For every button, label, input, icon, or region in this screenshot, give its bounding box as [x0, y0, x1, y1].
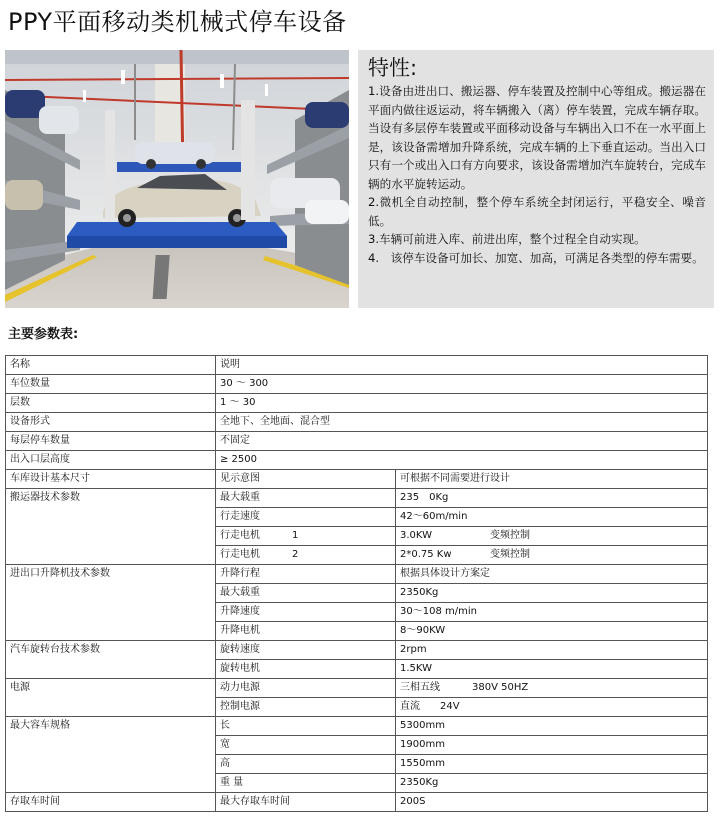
row-item: 行走速度 — [216, 508, 396, 527]
feature-item: 2.微机全自动控制，整个停车系统全封闭运行，平稳安全、噪音低。 — [368, 195, 706, 228]
row-item: 见示意图 — [216, 470, 396, 489]
table-row — [6, 470, 708, 489]
row-value-main: 2*0.75 Kw — [400, 549, 452, 560]
row-value — [396, 546, 708, 565]
feature-item: 4. 该停车设备可加长、加宽、加高，可满足各类型的停车需要。 — [368, 250, 704, 265]
row-item: 旋转速度 — [216, 641, 396, 660]
row-name: 设备形式 — [6, 413, 216, 432]
row-value: 200S — [396, 793, 708, 812]
row-value: 2350Kg — [396, 584, 708, 603]
row-value-note: 380V 50HZ — [472, 682, 529, 693]
row-name: 出入口层高度 — [6, 451, 216, 470]
row-value: 42～60m/min — [396, 508, 708, 527]
row-item: 控制电源 — [216, 698, 396, 717]
row-item — [216, 546, 396, 565]
header-name: 名称 — [6, 356, 216, 375]
row-value: 1.5KW — [396, 660, 708, 679]
row-value-note: 24V — [440, 701, 460, 712]
row-value-note: 变频控制 — [490, 530, 530, 541]
row-name: 车库设计基本尺寸 — [6, 470, 216, 489]
features-heading: 特性: — [368, 56, 418, 80]
row-item: 升降行程 — [216, 565, 396, 584]
row-item: 动力电源 — [216, 679, 396, 698]
table-row — [6, 489, 708, 508]
row-value — [396, 698, 708, 717]
table-row — [6, 413, 708, 432]
group-name: 汽车旋转台技术参数 — [6, 641, 216, 679]
row-name: 车位数量 — [6, 375, 216, 394]
row-item: 高 — [216, 755, 396, 774]
row-item-label: 行走电机 — [220, 549, 260, 560]
group-name: 搬运器技术参数 — [6, 489, 216, 565]
row-value: 30～108 m/min — [396, 603, 708, 622]
row-value: 1900mm — [396, 736, 708, 755]
row-item: 旋转电机 — [216, 660, 396, 679]
table-row — [6, 394, 708, 413]
row-value: 2rpm — [396, 641, 708, 660]
row-item: 最大载重 — [216, 489, 396, 508]
row-item-label: 行走电机 — [220, 530, 260, 541]
row-value — [396, 679, 708, 698]
parking-garage-photo — [5, 50, 349, 308]
table-row — [6, 565, 708, 584]
row-value: 不固定 — [216, 432, 708, 451]
header-desc: 说明 — [216, 356, 708, 375]
row-item: 升降速度 — [216, 603, 396, 622]
row-item: 最大存取车时间 — [216, 793, 396, 812]
row-value-main: 三相五线 — [400, 682, 440, 693]
row-value: 8～90KW — [396, 622, 708, 641]
table-header-row — [6, 356, 708, 375]
row-value: 全地下、全地面、混合型 — [216, 413, 708, 432]
row-item: 重 量 — [216, 774, 396, 793]
row-name: 每层停车数量 — [6, 432, 216, 451]
table-row — [6, 717, 708, 736]
row-value: 5300mm — [396, 717, 708, 736]
group-name: 最大容车规格 — [6, 717, 216, 793]
row-name: 层数 — [6, 394, 216, 413]
row-value: 30 ～ 300 — [216, 375, 708, 394]
row-value — [396, 527, 708, 546]
table-row — [6, 432, 708, 451]
group-name: 进出口升降机技术参数 — [6, 565, 216, 641]
row-item — [216, 527, 396, 546]
parameter-table — [5, 355, 708, 812]
table-row — [6, 793, 708, 812]
table-row — [6, 451, 708, 470]
row-value-main: 3.0KW — [400, 530, 432, 541]
table-row — [6, 679, 708, 698]
row-item: 最大载重 — [216, 584, 396, 603]
row-value: 1550mm — [396, 755, 708, 774]
table-heading: 主要参数表: — [8, 327, 79, 342]
row-value: 可根据不同需要进行设计 — [396, 470, 708, 489]
row-item: 升降电机 — [216, 622, 396, 641]
row-value-note: 变频控制 — [490, 549, 530, 560]
page-title: PPY平面移动类机械式停车设备 — [8, 8, 347, 36]
row-value: 根据具体设计方案定 — [396, 565, 708, 584]
row-value: 2350Kg — [396, 774, 708, 793]
table-row — [6, 375, 708, 394]
table-row — [6, 641, 708, 660]
row-item: 宽 — [216, 736, 396, 755]
row-value: 235 0Kg — [396, 489, 708, 508]
feature-item: 1.设备由进出口、搬运器、停车装置及控制中心等组成。搬运器在平面内做往返运动，将车辆搬入（离）停车装置，完成车辆存取。当设有多层停车装置或平面移动设备与车辆出入口不在一水平面上是，该设备需增加升降系统，完成车辆的上下垂直运动。当出入口只有一个或出入口有方向要求，该设备需增加汽车旋转台，完成车辆的水平旋转运动。 — [368, 84, 706, 191]
feature-item: 3.车辆可前进入库、前进出库，整个过程全自动实现。 — [368, 232, 646, 246]
row-item-number: 1 — [292, 530, 299, 541]
row-name: 存取车时间 — [6, 793, 216, 812]
row-value: 1 ～ 30 — [216, 394, 708, 413]
group-name: 电源 — [6, 679, 216, 717]
row-item-number: 2 — [292, 549, 299, 560]
row-item: 长 — [216, 717, 396, 736]
row-value: ≥ 2500 — [216, 451, 708, 470]
row-value-main: 直流 — [400, 701, 420, 712]
features-panel — [358, 50, 714, 308]
